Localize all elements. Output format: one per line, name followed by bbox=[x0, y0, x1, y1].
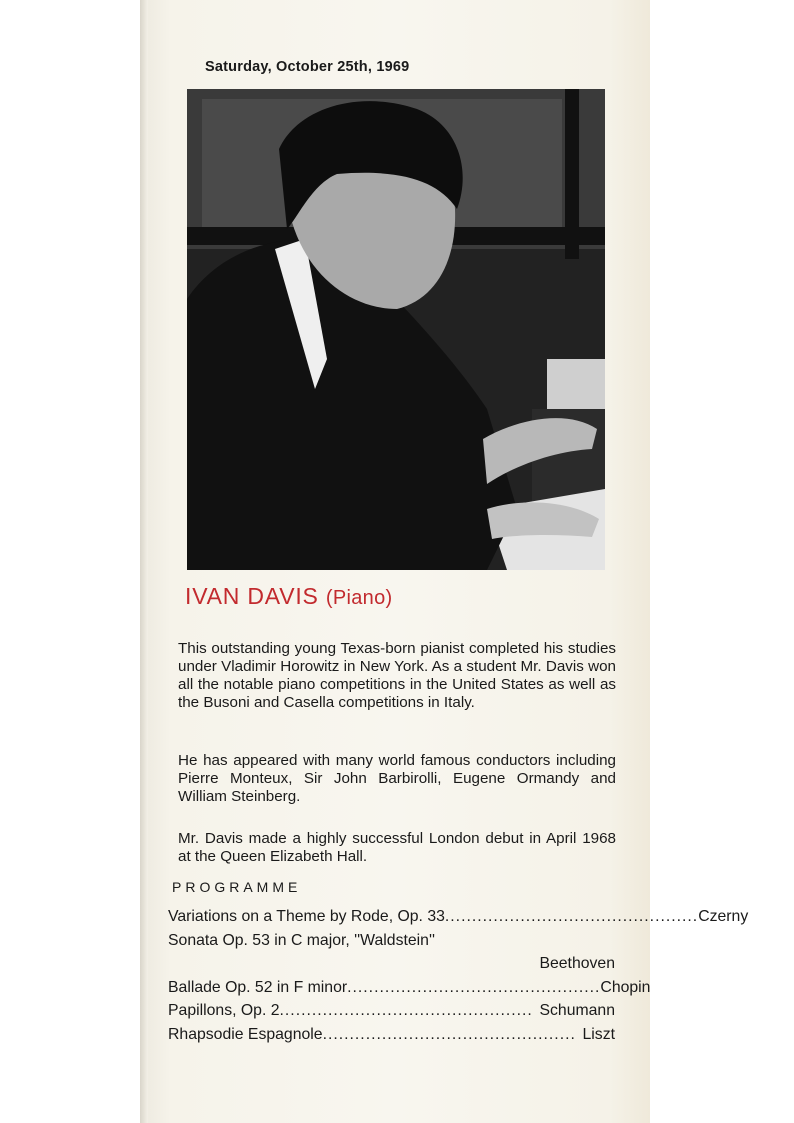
performer-instrument: (Piano) bbox=[325, 587, 393, 609]
leader-dots: ............................................... bbox=[347, 978, 601, 996]
piece-title: Ballade Op. 52 in F minor bbox=[168, 978, 348, 996]
programme-item bbox=[168, 929, 615, 953]
programme-item bbox=[168, 976, 651, 1000]
performer-name bbox=[185, 583, 392, 610]
performer-name-text: IVAN DAVIS bbox=[185, 583, 319, 609]
leader-dots: ............................................... bbox=[279, 1002, 533, 1019]
piece-title: Sonata Op. 53 in C major, ''Waldstein'' bbox=[168, 931, 435, 949]
bio-paragraph-1: This outstanding young Texas-born pianist completed his studies under Vladimir Horowitz in New York. As a student Mr. Davis won all the notable piano competitions in the United States as well as the Busoni and Casella competitions in Italy. bbox=[178, 640, 616, 711]
bio-paragraph-3: Mr. Davis made a highly successful London debut in April 1968 at the Queen Elizabeth Hall. bbox=[178, 830, 616, 865]
composer-name: Czerny bbox=[698, 908, 749, 925]
piece-title: Papillons, Op. 2 bbox=[168, 1002, 280, 1019]
composer-name: Chopin bbox=[600, 978, 651, 996]
composer-name: Liszt bbox=[582, 1025, 615, 1043]
concert-date: Saturday, October 25th, 1969 bbox=[205, 59, 410, 75]
composer-name: Schumann bbox=[539, 1002, 615, 1019]
bio-paragraph-2: He has appeared with many world famous conductors including Pierre Monteux, Sir John Barbirolli, Eugene Ormandy and William Steinberg. bbox=[178, 752, 616, 805]
programme-heading: PROGRAMME bbox=[172, 879, 302, 895]
composer-name: Beethoven bbox=[539, 955, 615, 972]
programme-item bbox=[168, 1023, 615, 1047]
leader-dots: ............................................... bbox=[322, 1025, 576, 1043]
programme-list bbox=[168, 905, 749, 1046]
piece-title: Variations on a Theme by Rode, Op. 33 bbox=[168, 908, 445, 925]
leader-dots: ............................................... bbox=[444, 908, 699, 925]
programme-item bbox=[168, 999, 615, 1023]
page-fold bbox=[140, 0, 148, 1123]
performer-photo bbox=[187, 89, 605, 570]
programme-item bbox=[168, 905, 749, 929]
piece-title: Rhapsodie Espagnole bbox=[168, 1025, 323, 1043]
